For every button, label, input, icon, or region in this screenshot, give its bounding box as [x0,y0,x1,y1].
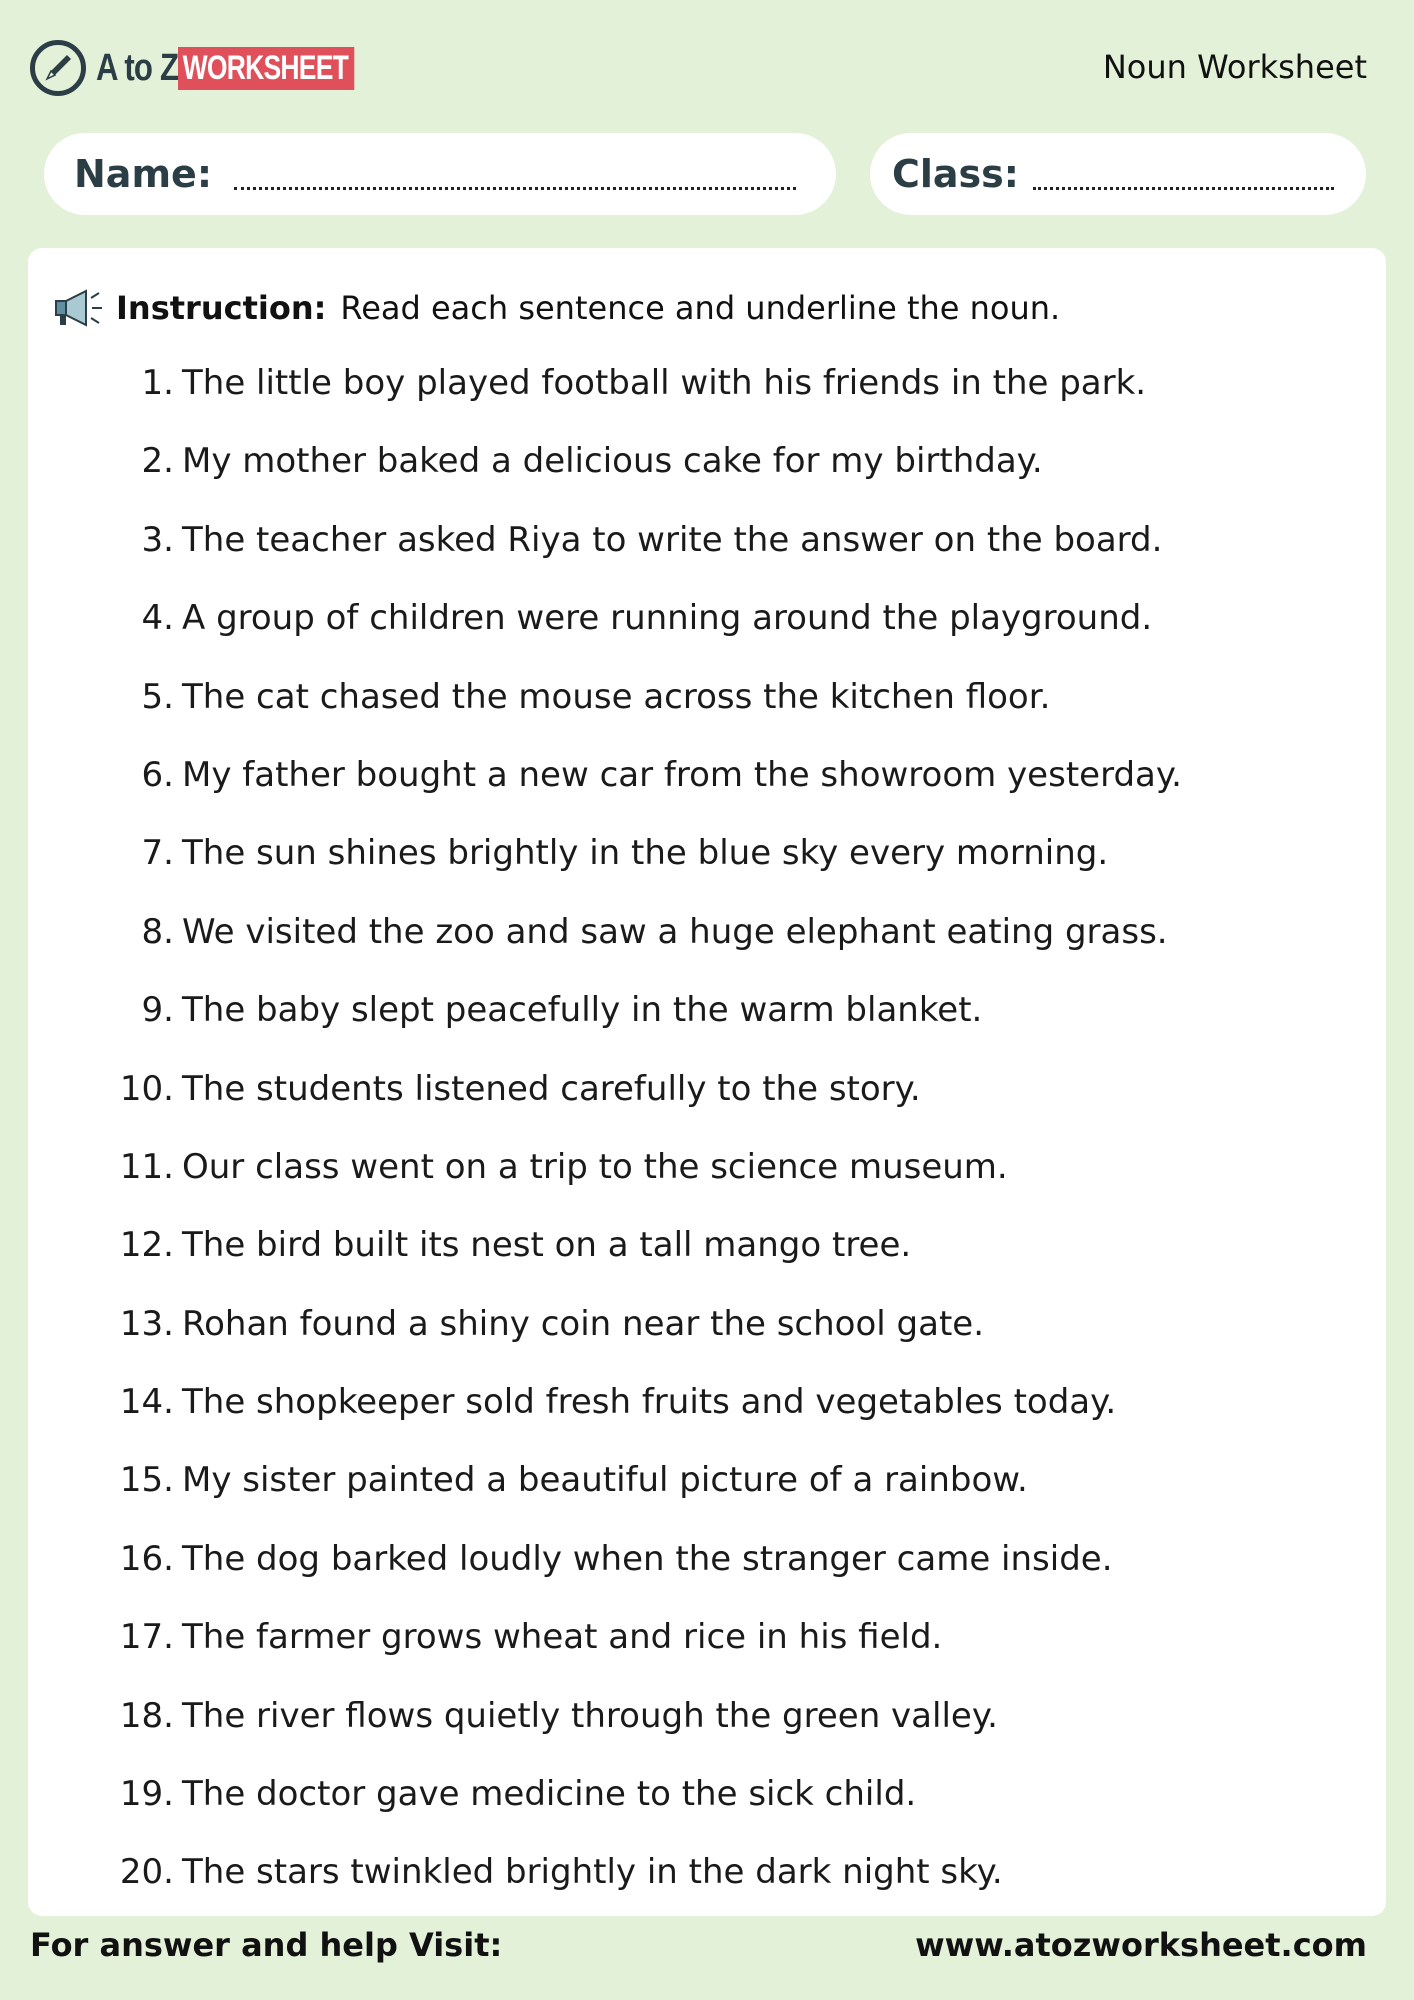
question-number: 3. [141,519,174,560]
class-field[interactable] [870,133,1366,215]
question-number: 1. [141,363,174,403]
question-item [28,1520,1386,1598]
question-text[interactable]: My mother baked a delicious cake for my birthday. [182,441,1043,482]
question-text[interactable]: Our class went on a trip to the science museum. [182,1146,1008,1187]
question-text[interactable]: The shopkeeper sold fresh fruits and vegetables today. [182,1382,1117,1423]
question-number: 2. [141,441,174,482]
logo-pencil-icon [30,40,86,96]
question-text[interactable]: The cat chased the mouse across the kitchen floor. [182,676,1051,717]
question-text[interactable]: The dog barked loudly when the stranger came inside. [182,1538,1113,1579]
question-text[interactable]: The doctor gave medicine to the sick child. [182,1774,917,1815]
instruction-label: Instruction: [116,289,327,327]
question-text[interactable]: The river flows quietly through the green valley. [182,1695,998,1736]
question-item [28,736,1386,814]
logo[interactable] [30,38,404,98]
question-text[interactable]: Rohan found a shiny coin near the school gate. [182,1303,985,1344]
question-number: 13. [119,1303,174,1344]
question-item [28,579,1386,657]
question-number: 7. [141,833,174,874]
question-item [28,1833,1386,1911]
question-number: 10. [119,1068,174,1109]
name-label: Name: [74,152,213,196]
question-number: 14. [119,1382,174,1423]
question-text[interactable]: The bird built its nest on a tall mango tree. [182,1225,912,1266]
question-item [28,1206,1386,1284]
worksheet-title: Noun Worksheet [1102,48,1367,86]
class-blank-line[interactable] [1033,165,1334,190]
question-text[interactable]: The teacher asked Riya to write the answer on the board. [182,519,1163,560]
question-item [28,422,1386,500]
instruction-text: Read each sentence and underline the noun. [340,289,1061,327]
question-number: 6. [141,754,174,795]
question-text[interactable]: My sister painted a beautiful picture of a rainbow. [182,1460,1028,1501]
question-item [28,1128,1386,1206]
footer-website-link[interactable]: www.atozworksheet.com [915,1926,1367,1964]
question-item [28,971,1386,1049]
question-text[interactable]: We visited the zoo and saw a huge elephant eating grass. [182,911,1168,952]
question-item [28,1598,1386,1676]
footer-help-text: For answer and help Visit: [30,1926,503,1964]
question-number: 4. [141,598,174,639]
name-field[interactable] [44,133,836,215]
question-item [28,658,1386,736]
header [0,0,1414,130]
question-text[interactable]: A group of children were running around the playground. [182,598,1153,639]
question-number: 15. [119,1460,174,1501]
question-text[interactable]: The students listened carefully to the story. [182,1068,921,1109]
question-item [28,1755,1386,1833]
question-item [28,344,1386,422]
name-blank-line[interactable] [234,165,796,190]
question-item [28,1050,1386,1128]
question-item [28,1285,1386,1363]
question-item [28,1677,1386,1755]
question-number: 20. [119,1852,174,1893]
question-list [28,344,1386,1912]
question-item [28,501,1386,579]
logo-text: A to Z [96,46,179,89]
megaphone-icon [54,286,106,330]
question-item [28,1363,1386,1441]
question-number: 12. [119,1225,174,1266]
question-number: 19. [119,1774,174,1815]
question-number: 18. [119,1695,174,1736]
question-number: 17. [119,1617,174,1658]
question-number: 5. [141,676,174,717]
question-text[interactable]: My father bought a new car from the showroom yesterday. [182,754,1182,795]
question-text[interactable]: The stars twinkled brightly in the dark night sky. [182,1852,1003,1893]
question-item [28,1441,1386,1519]
class-label: Class: [892,152,1019,196]
logo-badge: WORKSHEET [178,47,354,90]
question-text[interactable]: The baby slept peacefully in the warm blanket. [182,990,983,1031]
question-text[interactable]: The farmer grows wheat and rice in his field. [182,1617,943,1658]
question-item [28,814,1386,892]
question-text[interactable]: The little boy played football with his friends in the park. [182,363,1147,403]
question-number: 8. [141,911,174,952]
question-number: 9. [141,990,174,1031]
question-item [28,893,1386,971]
worksheet-card [28,248,1386,1916]
instruction [54,286,1060,330]
question-number: 16. [119,1538,174,1579]
question-number: 11. [119,1146,174,1187]
question-text[interactable]: The sun shines brightly in the blue sky every morning. [182,833,1109,874]
